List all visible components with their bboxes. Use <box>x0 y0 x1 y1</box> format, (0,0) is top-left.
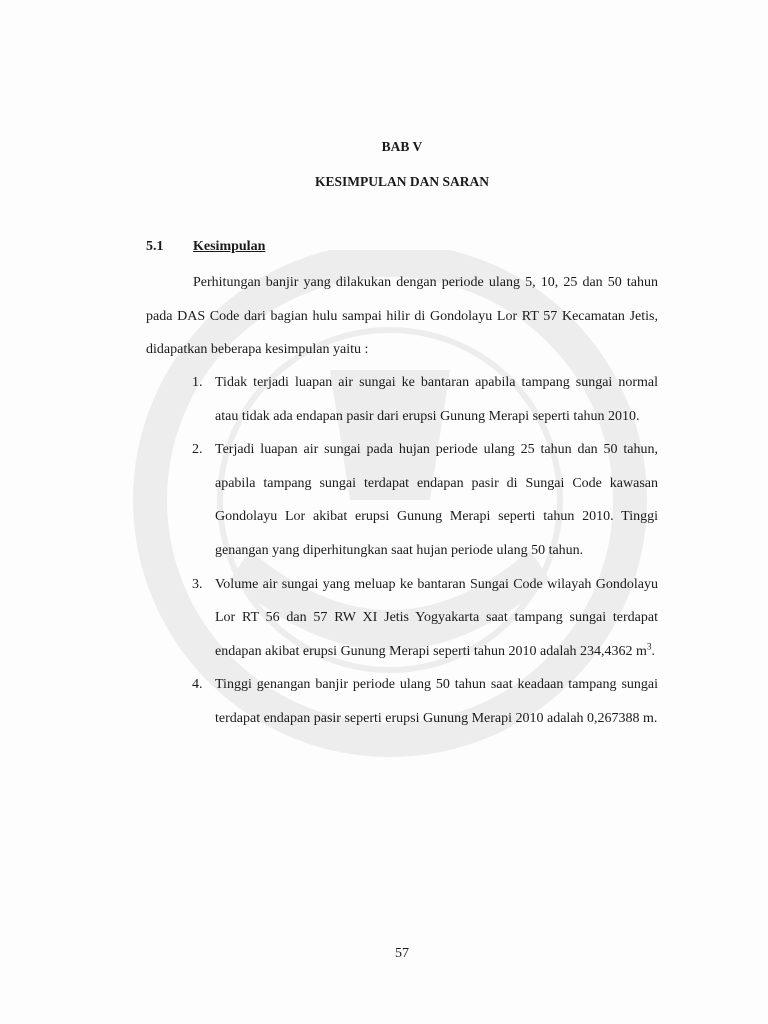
list-item <box>146 568 658 669</box>
list-item-text: Terjadi luapan air sungai pada hujan periode ulang 25 tahun dan 50 tahun, apabila tampang sungai terdapat endapan pasir di Sungai Code kawasan Gondolayu Lor akibat erupsi Gunung Merapi seperti tahun 2010. Tinggi genangan yang diperhitungkan saat hujan periode ulang 50 tahun. <box>215 442 658 558</box>
intro-paragraph: Perhitungan banjir yang dilakukan dengan periode ulang 5, 10, 25 dan 50 tahun pada DAS Code dari bagian hulu sampai hilir di Gondolayu Lor RT 57 Kecamatan Jetis, didapatkan beberapa kesimpulan yaitu : <box>146 275 658 358</box>
list-marker: 4. <box>192 677 203 693</box>
section-number: 5.1 <box>146 239 164 254</box>
section-heading <box>146 239 265 255</box>
conclusion-list <box>146 366 658 736</box>
page-number: 57 <box>395 946 409 961</box>
list-item-text: Volume air sungai yang meluap ke bantaran Sungai Code wilayah Gondolayu Lor RT 56 dan 57 RW XI Jetis Yogyakarta saat tampang sungai terdapat endapan akibat erupsi Gunung Merapi seperti tahun 2010 adalah 234,4362 m <box>215 576 658 659</box>
unit-superscript: 3 <box>646 641 652 652</box>
list-item-text: Tinggi genangan banjir periode ulang 50 tahun saat keadaan tampang sungai terdapat endapan pasir seperti erupsi Gunung Merapi 2010 adalah 0,267388 m. <box>215 677 658 726</box>
list-marker: 3. <box>192 576 203 592</box>
chapter-label: BAB V <box>381 139 423 154</box>
chapter-title: KESIMPULAN DAN SARAN <box>314 174 489 189</box>
section-title: Kesimpulan <box>193 239 266 254</box>
list-item <box>146 366 658 433</box>
list-marker: 1. <box>192 375 203 390</box>
list-item <box>146 668 658 735</box>
list-item-text: Tidak terjadi luapan air sungai ke bantaran apabila tampang sungai normal atau tidak ada endapan pasir dari erupsi Gunung Merapi seperti tahun 2010. <box>215 375 658 424</box>
list-item-tail: . <box>651 643 655 659</box>
list-marker: 2. <box>192 442 203 458</box>
list-item <box>146 433 658 567</box>
